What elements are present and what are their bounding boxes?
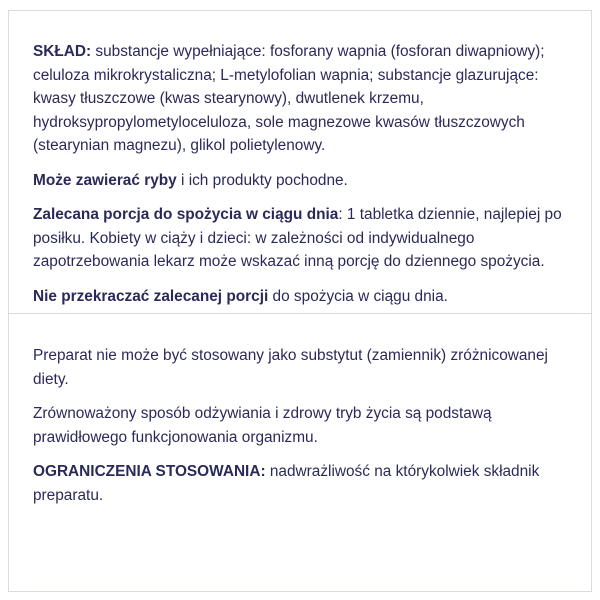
- warning-text: do spożycia w ciągu dnia.: [268, 287, 448, 305]
- dosage-text: : 1 tabletka dziennie, najlepiej po posiłku. Kobiety w ciąży i dzieci: w zależności od indywidualnego zapotrzebowania lekarz może wskazać inną porcję do dziennego spożycia.: [33, 206, 562, 270]
- allergen-paragraph: [33, 169, 577, 193]
- composition-label: SKŁAD:: [33, 43, 92, 60]
- restrictions-paragraph: [33, 460, 577, 507]
- substitute-paragraph: Preparat nie może być stosowany jako substytut (zamiennik) zróżnicowanej diety.: [33, 347, 548, 388]
- restrictions-label: OGRANICZENIA STOSOWANIA:: [33, 463, 266, 480]
- allergen-text: i ich produkty pochodne.: [176, 171, 348, 189]
- dosage-label: Zalecana porcja do spożycia w ciągu dnia: [33, 206, 339, 223]
- warning-label: Nie przekraczać zalecanej porcji: [33, 287, 269, 305]
- usage-panel: [8, 313, 592, 592]
- composition-text: substancje wypełniające: fosforany wapnia (fosforan diwapniowy); celuloza mikrokrystaliczna; L-metylofolian wapnia; substancje glazurujące: kwasy tłuszczowe (kwas stearynowy), dwutlenek krzemu, hydroksypropylometyloceluloza, sole magnezowe kwasów tłuszczowych (stearynian magnezu), glikol polietylenowy.: [33, 43, 545, 154]
- warning-paragraph: [33, 285, 577, 309]
- composition-panel: [8, 10, 592, 314]
- allergen-label: Może zawierać ryby: [33, 171, 177, 189]
- composition-paragraph: [33, 40, 577, 158]
- dosage-paragraph: [33, 203, 577, 274]
- diet-paragraph: Zrównoważony sposób odżywiania i zdrowy tryb życia są podstawą prawidłowego funkcjonowania organizmu.: [33, 405, 492, 446]
- restrictions-text: nadwrażliwość na którykolwiek składnik preparatu.: [33, 463, 540, 504]
